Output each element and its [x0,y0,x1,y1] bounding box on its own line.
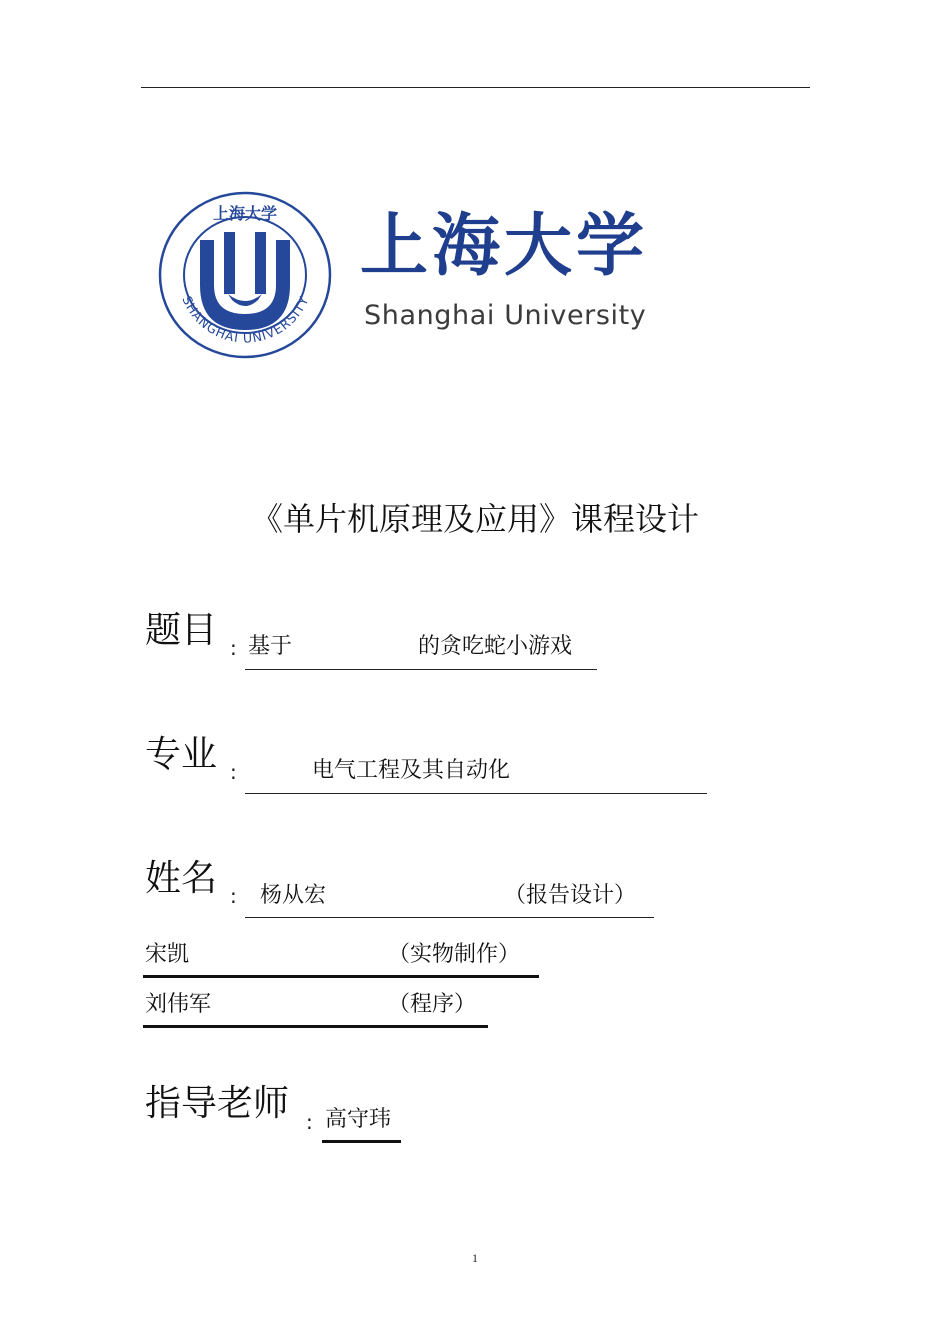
name-colon: : [230,884,237,908]
logo-chinese-name: 上海大学 [360,206,649,286]
university-seal-icon [158,190,333,360]
topic-underline [245,669,597,670]
university-logo [158,190,718,365]
member-1-name: 杨从宏 [260,883,327,908]
header-rule [141,87,810,88]
member-2-name: 宋凯 [145,942,190,967]
member-2-role: （实物制作） [388,942,521,967]
major-underline [245,793,707,794]
member-2-underline [143,975,539,978]
topic-colon: : [230,636,237,660]
advisor-value: 高守玮 [325,1107,392,1132]
member-1-role: （报告设计） [504,883,637,908]
course-design-title: 《单片机原理及应用》课程设计 [250,500,699,538]
major-colon: : [230,760,237,784]
major-label: 专业 [145,734,218,775]
seal-top-text: 上海大学 [212,204,278,223]
advisor-underline [322,1140,401,1143]
advisor-colon: : [306,1110,313,1134]
member-3-name: 刘伟军 [145,992,212,1017]
advisor-label: 指导老师 [145,1083,290,1124]
member-3-underline [143,1025,488,1028]
logo-english-name: Shanghai University [364,300,647,331]
topic-value-prefix: 基于 [248,634,293,659]
member-3-role: （程序） [388,992,477,1017]
major-value: 电气工程及其自动化 [312,758,511,783]
page-number: 1 [472,1251,478,1265]
name-label: 姓名 [145,858,218,899]
member-1-underline [245,917,654,918]
topic-value-suffix: 的贪吃蛇小游戏 [418,634,573,659]
seal-ring-text: SHANGHAI UNIVERSITY [179,293,312,346]
topic-label: 题目 [145,610,218,651]
